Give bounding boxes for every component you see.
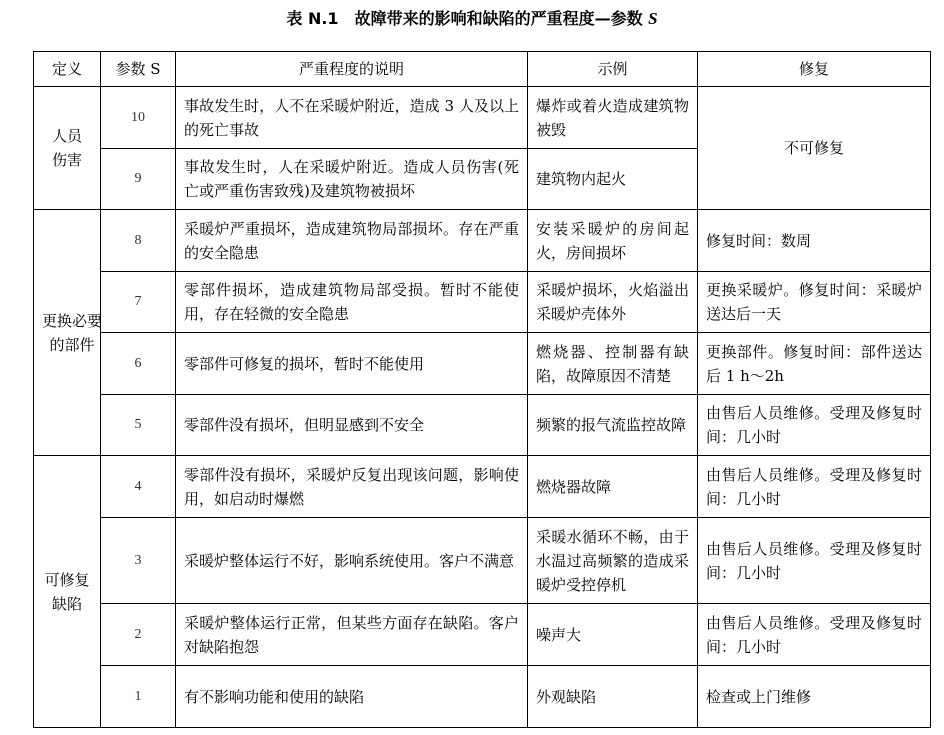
table-caption-symbol: S: [648, 9, 658, 28]
header-param: 参数 S: [101, 52, 176, 87]
example-cell: 燃烧器、控制器有缺陷，故障原因不清楚: [528, 333, 698, 395]
description-cell: 零部件损坏，造成建筑物局部受损。暂时不能使用，存在轻微的安全隐患: [176, 272, 528, 333]
repair-cell: 由售后人员维修。受理及修复时间：几小时: [698, 456, 931, 518]
description-cell: 事故发生时，人不在采暖炉附近，造成 3 人及以上的死亡事故: [176, 87, 528, 149]
example-cell: 建筑物内起火: [528, 149, 698, 210]
param-cell: 5: [101, 395, 176, 456]
table-row: [34, 210, 931, 272]
description-cell: 采暖炉整体运行正常，但某些方面存在缺陷。客户对缺陷抱怨: [176, 604, 528, 666]
repair-cell: 更换采暖炉。修复时间：采暖炉送达后一天: [698, 272, 931, 333]
description-cell: 有不影响功能和使用的缺陷: [176, 666, 528, 728]
repair-cell: 由售后人员维修。受理及修复时间：几小时: [698, 518, 931, 604]
param-cell: 6: [101, 333, 176, 395]
repair-cell: 检查或上门维修: [698, 666, 931, 728]
param-cell: 4: [101, 456, 176, 518]
param-cell: 8: [101, 210, 176, 272]
param-cell: 10: [101, 87, 176, 149]
description-cell: 零部件可修复的损坏，暂时不能使用: [176, 333, 528, 395]
repair-cell: 由售后人员维修。受理及修复时间：几小时: [698, 395, 931, 456]
param-cell: 2: [101, 604, 176, 666]
header-repair: 修复: [698, 52, 931, 87]
param-cell: 3: [101, 518, 176, 604]
table-row: [34, 456, 931, 518]
example-cell: 安装采暖炉的房间起火，房间损坏: [528, 210, 698, 272]
table-caption-text: 表 N.1 故障带来的影响和缺陷的严重程度—参数: [286, 9, 649, 28]
description-cell: 零部件没有损坏，采暖炉反复出现该问题，影响使用，如启动时爆燃: [176, 456, 528, 518]
description-cell: 零部件没有损坏，但明显感到不安全: [176, 395, 528, 456]
param-cell: 1: [101, 666, 176, 728]
table-row: [34, 666, 931, 728]
repair-cell: 修复时间：数周: [698, 210, 931, 272]
description-cell: 事故发生时，人在采暖炉附近。造成人员伤害(死亡或严重伤害致残)及建筑物被损坏: [176, 149, 528, 210]
example-cell: 外观缺陷: [528, 666, 698, 728]
header-definition: 定义: [34, 52, 101, 87]
table-row: [34, 604, 931, 666]
table-row: [34, 518, 931, 604]
example-cell: 采暖水循环不畅，由于水温过高频繁的造成采暖炉受控停机: [528, 518, 698, 604]
example-cell: 爆炸或着火造成建筑物被毁: [528, 87, 698, 149]
param-cell: 7: [101, 272, 176, 333]
example-cell: 噪声大: [528, 604, 698, 666]
example-cell: 采暖炉损坏，火焰溢出采暖炉壳体外: [528, 272, 698, 333]
description-cell: 采暖炉严重损坏，造成建筑物局部损坏。存在严重的安全隐患: [176, 210, 528, 272]
table-row: [34, 272, 931, 333]
repair-cell: 不可修复: [698, 87, 931, 210]
group-repairable-defect: 可修复缺陷: [34, 456, 101, 728]
table-caption: [0, 6, 944, 29]
example-cell: 频繁的报气流监控故障: [528, 395, 698, 456]
header-row: [34, 52, 931, 87]
table-row: [34, 333, 931, 395]
repair-cell: 更换部件。修复时间：部件送达后 1 h～2h: [698, 333, 931, 395]
example-cell: 燃烧器故障: [528, 456, 698, 518]
severity-table: [33, 51, 931, 728]
table-row: [34, 395, 931, 456]
header-example: 示例: [528, 52, 698, 87]
table-row: [34, 87, 931, 149]
group-personal-injury: 人员伤害: [34, 87, 101, 210]
header-description: 严重程度的说明: [176, 52, 528, 87]
description-cell: 采暖炉整体运行不好，影响系统使用。客户不满意: [176, 518, 528, 604]
repair-cell: 由售后人员维修。受理及修复时间：几小时: [698, 604, 931, 666]
param-cell: 9: [101, 149, 176, 210]
group-replace-parts: 更换必要的部件: [34, 210, 101, 456]
